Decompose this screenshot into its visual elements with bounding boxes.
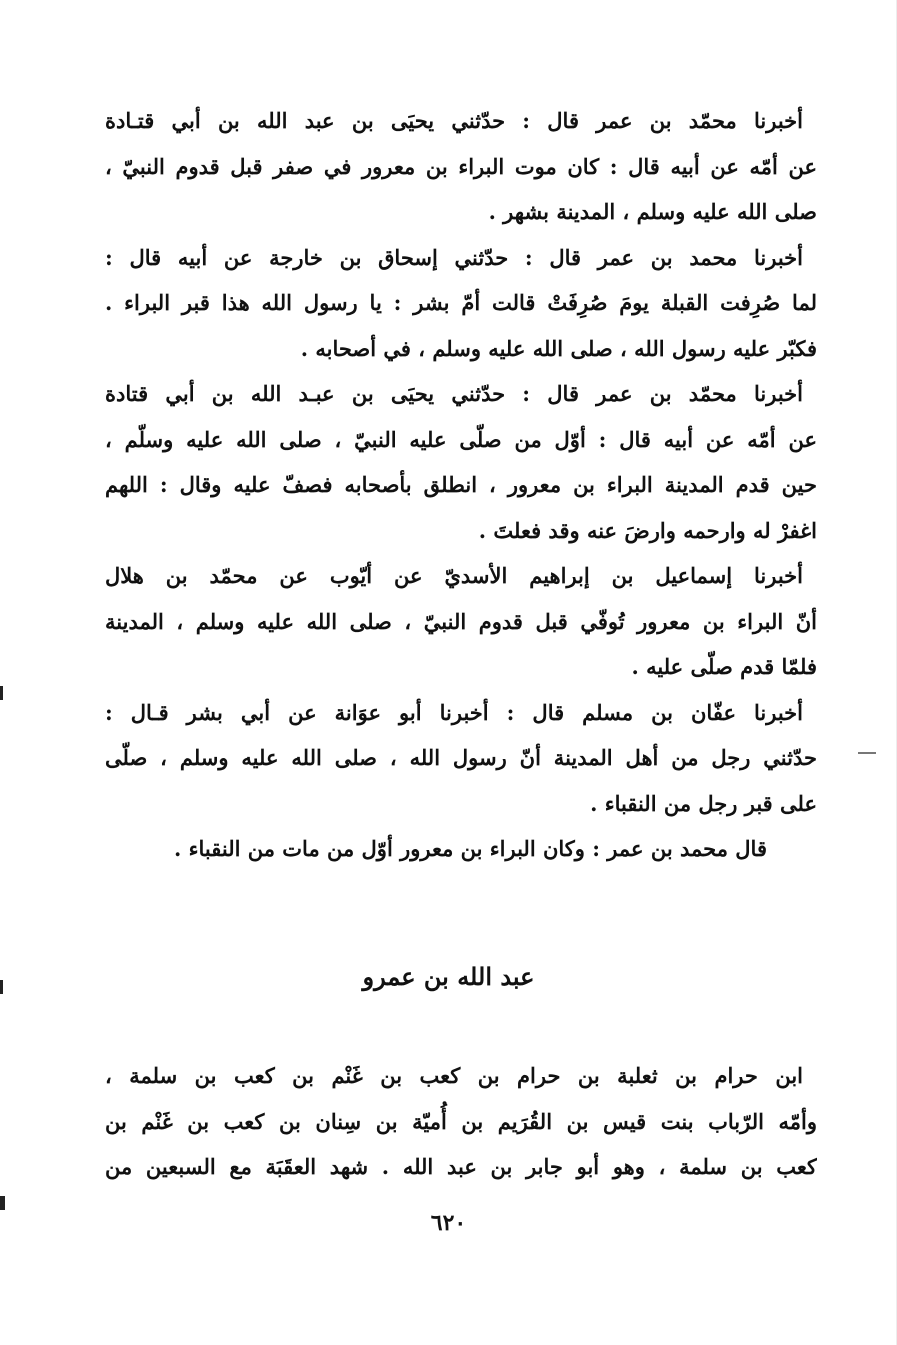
text-line: فلمّا قدم صلّى عليه . [631, 654, 817, 679]
scan-artifact [0, 686, 3, 700]
text-line: قال محمد بن عمر : وكان البراء بن معرور أوّل من مات من النقباء . [174, 836, 767, 861]
text-line: عن أمّه عن أبيه قال : كان موت البراء بن معرور في صفر قبل قدوم النبيّ ، [105, 153, 817, 179]
scan-artifact [0, 1196, 5, 1210]
text-line: كعب بن سلمة ، وهو أبو جابر بن عبد الله . شهد العقَبَة مع السبعين من [105, 1154, 817, 1179]
text-line: أخبرنا محمّد بن عمر قال : حدّثني يحيَى بن عبـد الله بن أبي قتادة [105, 381, 803, 406]
text-line: أخبرنا عفّان بن مسلم قال : أخبرنا أبو عوَانة عن أبي بشر قـال : [105, 699, 803, 725]
text-line: حين قدم المدينة البراء بن معرور ، انطلق بأصحابه فصفّ عليه وقال : اللهم [105, 472, 817, 497]
text-line: اغفرْ له وارحمه وارضَ عنه وقد فعلتَ . [478, 517, 817, 543]
scan-artifact [858, 752, 876, 754]
main-text-block [105, 98, 817, 872]
text-line: صلى الله عليه وسلم ، المدينة بشهر . [488, 199, 817, 224]
text-line: أخبرنا محمد بن عمر قال : حدّثني إسحاق بن خارجة عن أبيه قال : [105, 244, 803, 270]
text-line: لما صُرِفت القبلة يومَ صُرِفَتْ قالت أمّ بشر : يا رسول الله هذا قبر البراء . [105, 290, 817, 315]
text-line: حدّثني رجل من أهل المدينة أنّ رسول الله ، صلى الله عليه وسلم ، صلّى [105, 745, 817, 770]
page-number: ٦٢٠ [430, 1210, 467, 1236]
text-line: أخبرنا محمّد بن عمر قال : حدّثني يحيَى بن عبد الله بن أبي قتـادة [105, 108, 803, 133]
text-line: وأمّه الرّباب بنت قيس بن القُرَيم بن أُميّة بن سِنان بن كعب بن غَنْم بن [105, 1108, 817, 1134]
section-heading: عبد الله بن عمرو [362, 962, 535, 991]
scan-artifact [0, 980, 3, 994]
text-line: عن أمّه عن أبيه قال : أوّل من صلّى عليه النبيّ ، صلى الله عليه وسلّم ، [105, 426, 817, 452]
text-line: ابن حرام بن ثعلبة بن حرام بن كعب بن غَنْم بن كعب بن سلمة ، [105, 1063, 803, 1088]
text-line: أخبرنا إسماعيل بن إبراهيم الأسديّ عن أيّوب عن محمّد بن هلال [105, 563, 803, 588]
section-text-block [105, 1053, 817, 1190]
text-line: على قبر رجل من النقباء . [590, 790, 817, 816]
text-line: فكبّر عليه رسول الله ، صلى الله عليه وسلم ، في أصحابه . [300, 335, 817, 361]
text-line: أنّ البراء بن معرور تُوفّي قبل قدوم النبيّ ، صلى الله عليه وسلم ، المدينة [105, 608, 817, 634]
